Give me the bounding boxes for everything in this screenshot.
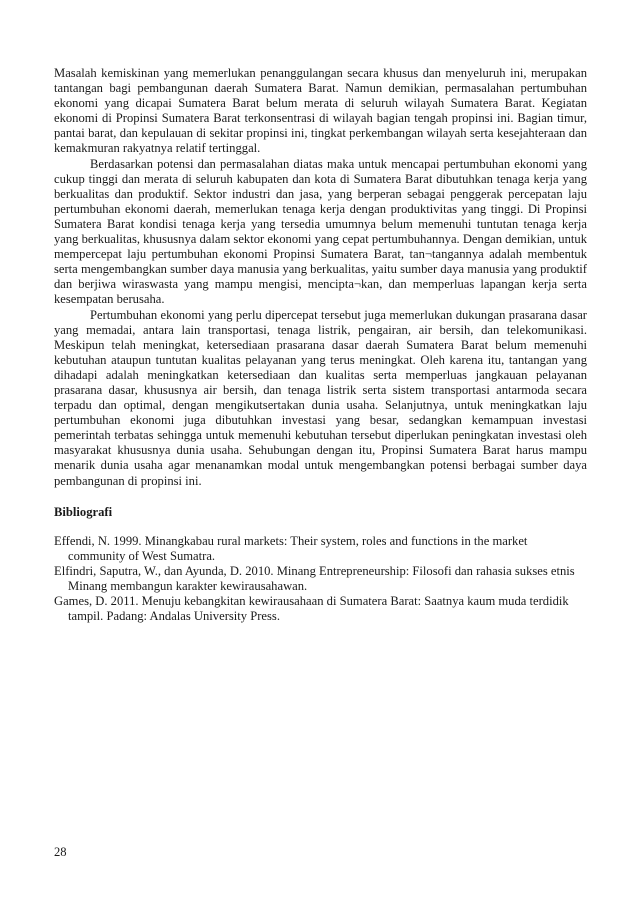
page-content <box>54 66 587 624</box>
reference-item: Effendi, N. 1999. Minangkabau rural markets: Their system, roles and functions in the market community of West Sumatra. <box>54 533 528 563</box>
reference-item: Elfindri, Saputra, W., dan Ayunda, D. 2010. Minang Entrepreneurship: Filosofi dan rahasia sukses etnis Minang membangun karakter kewirausahawan. <box>54 563 575 593</box>
bibliography-list <box>54 534 587 625</box>
reference-item: Games, D. 2011. Menuju kebangkitan kewirausahaan di Sumatera Barat: Saatnya kaum muda terdidik tampil. Padang: Andalas University Press. <box>54 594 569 624</box>
body-paragraph-3: Pertumbuhan ekonomi yang perlu dipercepat tersebut juga memerlukan dukungan prasarana dasar yang memadai, antara lain transportasi, tenaga listrik, pengairan, air bersih, dan telekomunikasi. Meskipun telah meningkat, ketersediaan prasarana dasar daerah Sumatera Barat belum memenuhi kebutuhan ataupun tuntutan kualitas pelayanan yang terus meningkat. Oleh karena itu, tantangan yang dihadapi adalah meningkatkan ketersediaan dan kualitas serta memperluas jangkauan pelayanan prasarana dasar, khususnya air bersih, dan tenaga listrik serta sistem transportasi antarmoda secara terpadu dan optimal, dengan mengikutsertakan dunia usaha. Selanjutnya, untuk meningkatkan laju pertumbuhan ekonomi juga dibutuhkan investasi yang besar, sedangkan kemampuan investasi pemerintah terbatas sehingga untuk memenuhi kebutuhan tersebut diperlukan peningkatan investasi oleh masyarakat khususnya dunia usaha. Sehubungan dengan itu, Propinsi Sumatera Barat harus mampu menarik dunia usaha agar menanamkan modal untuk mengembangkan potensi berbagai sumber daya pembangunan di propinsi ini. <box>54 307 587 488</box>
page-number: 28 <box>54 845 67 859</box>
body-paragraph-2: Berdasarkan potensi dan permasalahan diatas maka untuk mencapai pertumbuhan ekonomi yang cukup tinggi dan merata di seluruh kabupaten dan kota di Sumatera Barat dibutuhkan tenaga kerja yang berkualitas dan produktif. Sektor industri dan jasa, yang berperan sebagai penggerak percepatan laju pertumbuhan ekonomi daerah, memerlukan tenaga kerja dengan produktivitas yang tinggi. Di Propinsi Sumatera Barat kondisi tenaga kerja yang tersedia umumnya belum memenuhi tuntutan tenaga kerja yang berkualitas, khususnya dalam sektor ekonomi yang cepat pertumbuhannya. Dengan demikian, untuk mempercepat laju pertumbuhan ekonomi Propinsi Sumatera Barat, tan¬tangannya adalah membentuk serta mengembangkan sumber daya manusia yang berkualitas, yaitu sumber daya manusia yang produktif dan berjiwa wiraswasta yang mampu mengisi, mencipta¬kan, dan memperluas lapangan kerja serta kesempatan berusaha. <box>54 156 587 307</box>
bibliography-heading: Bibliografi <box>54 504 113 519</box>
body-paragraph-1: Masalah kemiskinan yang memerlukan penanggulangan secara khusus dan menyeluruh ini, merupakan tantangan bagi pembangunan daerah Sumatera Barat. Namun demikian, permasalahan pertumbuhan ekonomi yang dicapai Sumatera Barat belum merata di seluruh wilayah Sumatera Barat. Kegiatan ekonomi di Propinsi Sumatera Barat terkonsentrasi di wilayah bagian tengah propinsi ini. Bagian timur, pantai barat, dan kepulauan di sekitar propinsi ini, tingkat perkembangan wilayah serta kesejahteraan dan kemakmuran rakyatnya relatif tertinggal. <box>54 66 587 156</box>
